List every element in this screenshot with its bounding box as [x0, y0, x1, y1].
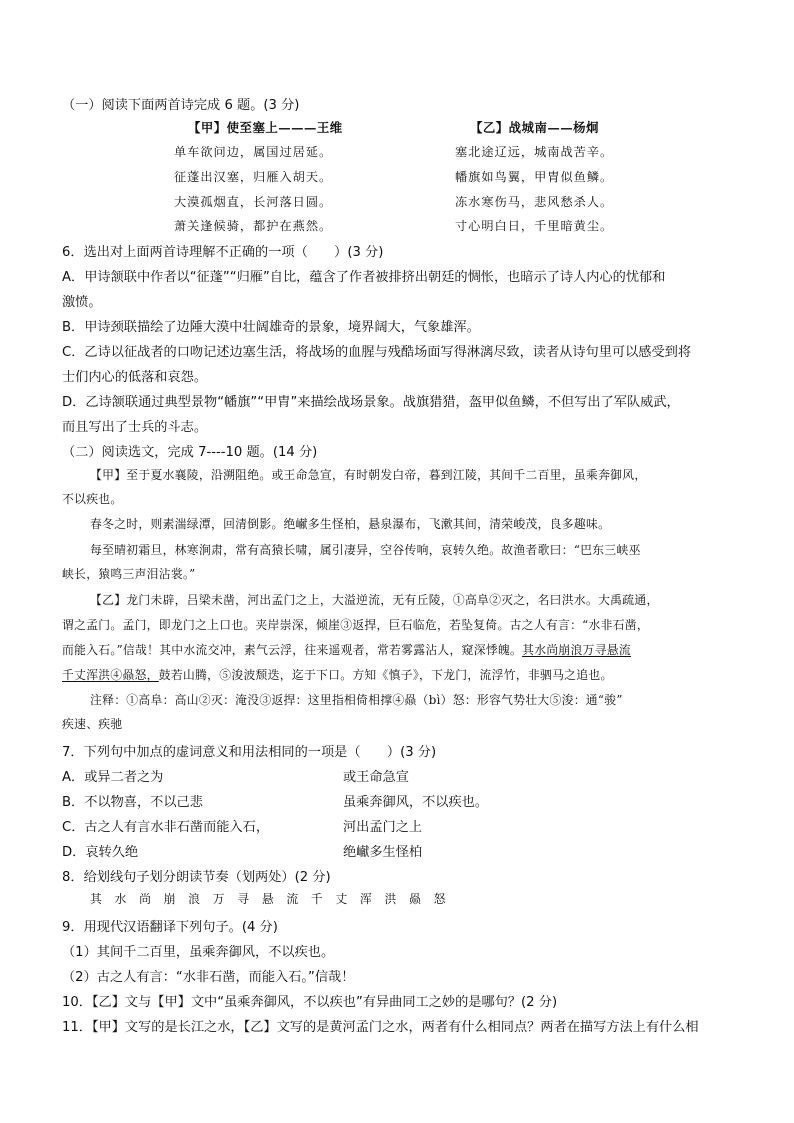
q6-option-c: C．乙诗以征战者的口吻记述边塞生活，将战场的血腥与残酷场面写得淋漓尽致，读者从诗句里可以感受到将 [62, 345, 692, 360]
passage-jia-line: 【甲】至于夏水襄陵，沿溯阻绝。或王命急宣，有时朝发白帝，暮到江陵，其间千二百里，虽乘奔御风， [90, 468, 647, 482]
q11-stem: 11．【甲】文写的是长江之水，【乙】文写的是黄河孟门之水，两者有什么相同点？两者在描写方法上有什么相 [62, 1020, 699, 1035]
poem-b-line: 幡旗如鸟翼，甲胄似鱼鳞。 [455, 170, 614, 184]
q9-sentence-1: （1）其间千二百里，虽乘奔御风，不以疾也。 [62, 945, 335, 960]
q7-option-d-right: 绝𪩘多生怪柏 [343, 845, 423, 860]
q7-option-c-left: C．古之人有言水非石凿而能入石， [62, 820, 270, 835]
q7-option-d-left: D．哀转久绝 [62, 845, 139, 860]
q7-option-b-right: 虽乘奔御风，不以疾也。 [343, 795, 489, 810]
underlined-sentence: 千丈浑洪④赑怒， [62, 668, 159, 682]
q7-stem: 7．下列句中加点的虚词意义和用法相同的一项是（ ）(3 分) [62, 745, 437, 760]
q6-option-c-cont: 士们内心的低落和哀怨。 [62, 370, 208, 385]
q7-option-c-right: 河出孟门之上 [343, 820, 423, 835]
underlined-sentence: 其水尚崩浪万寻悬流 [522, 643, 631, 657]
passage-jia-line: 峡长，猿鸣三声泪沾裳。” [62, 567, 196, 581]
passage-jia-line: 每至晴初霜旦，林寒涧肃，常有高猿长啸，属引凄异，空谷传响，哀转久绝。故渔者歌曰：“巴东三峡巫 [90, 543, 641, 557]
q7-option-a-right: 或王命急宣 [343, 770, 409, 785]
passage-yi-line: 【乙】龙门未辟，吕梁未凿，河出孟门之上，大溢逆流，无有丘陵，①高阜②灭之，名曰洪水。大禹疏通， [90, 593, 659, 607]
q6-option-d: D．乙诗颔联通过典型景物“幡旗”“甲胄”来描绘战场景象。战旗猎猎，盔甲似鱼鳞，不但写出了军队威武， [62, 395, 680, 410]
poem-b-line: 冻水寒伤马，悲风愁杀人。 [455, 195, 614, 209]
q7-option-a-left: A．或异二者之为 [62, 770, 164, 785]
passage-jia-line: 不以疾也。 [62, 492, 123, 506]
poem-a-line: 萧关逢候骑，都护在燕然。 [174, 219, 333, 233]
passage-yi-line: 谓之孟门。孟门，即龙门之上口也。夹岸崇深，倾崖③返捍，巨石临危，若坠复倚。古之人有言：“水非石凿， [62, 618, 649, 632]
poem-a-line: 大漠孤烟直，长河落日圆。 [174, 195, 333, 209]
q6-option-a: A．甲诗颔联中作者以“征蓬”“归雁”自比，蕴含了作者被排挤出朝廷的惆怅，也暗示了诗人内心的忧郁和 [62, 270, 666, 285]
q6-stem: 6．选出对上面两首诗理解不正确的一项（ ）(3 分) [62, 245, 384, 260]
poem-b-title: 【乙】战城南——杨炯 [470, 120, 599, 135]
passage-yi-text: 而能入石。”信哉！其中水流交冲，素气云浮，往来遥观者，常若雾露沾人，窥深悸魄。 [62, 643, 523, 657]
poem-b-line: 寸心明白日，千里暗黄尘。 [455, 219, 614, 233]
passage-jia-line: 春冬之时，则素湍绿潭，回清倒影。绝𪩘多生怪柏，悬泉瀑布，飞漱其间，清荣峻茂，良多趣味。 [90, 517, 611, 531]
passage-yi-line [62, 666, 613, 683]
poem-a-title: 【甲】使至塞上———王维 [188, 120, 343, 135]
passage-yi-line [62, 641, 631, 658]
q6-option-a-cont: 激愤。 [62, 295, 102, 310]
q7-option-b-left: B．不以物喜，不以己悲 [62, 795, 203, 810]
passage-yi-text: 鼓若山腾，⑤浚波颓迭，迄于下口。方知《慎子》，下龙门，流浮竹，非驷马之追也。 [158, 668, 613, 682]
q10-stem: 10．【乙】文与【甲】文中“虽乘奔御风，不以疾也”有异曲同工之妙的是哪句？(2 分) [62, 995, 558, 1010]
q9-sentence-2: （2）古之人有言：“水非石凿，而能入石。”信哉！ [62, 970, 355, 985]
poem-a-line: 单车欲问边，属国过居延。 [174, 145, 333, 159]
q6-option-b: B．甲诗颈联描绘了边陲大漠中壮阔雄奇的景象，境界阔大，气象雄浑。 [62, 320, 480, 335]
annotations-cont: 疾速、疾驰 [62, 717, 123, 731]
q6-option-d-cont: 而且写出了士兵的斗志。 [62, 420, 208, 435]
q8-stem: 8．给划线句子划分朗读节奏（划两处）(2 分) [62, 870, 331, 885]
section1-heading: （一）阅读下面两首诗完成 6 题。(3 分) [62, 98, 300, 113]
annotations: 注释：①高阜：高山②灭：淹没③返捍：这里指相倚相撑④赑（bì）怒：形容气势壮大⑤浚：通“骏” [90, 693, 623, 707]
section2-heading: （二）阅读选文，完成 7----10 题。(14 分) [62, 445, 318, 460]
poem-a-line: 征蓬出汉塞，归雁入胡天。 [174, 170, 333, 184]
q9-stem: 9．用现代汉语翻译下列句子。(4 分) [62, 920, 278, 935]
poem-b-line: 塞北途辽远，城南战苦辛。 [455, 145, 614, 159]
q8-sentence: 其 水 尚 崩 浪 万 寻 悬 流 千 丈 浑 洪 赑 怒 [90, 892, 447, 906]
